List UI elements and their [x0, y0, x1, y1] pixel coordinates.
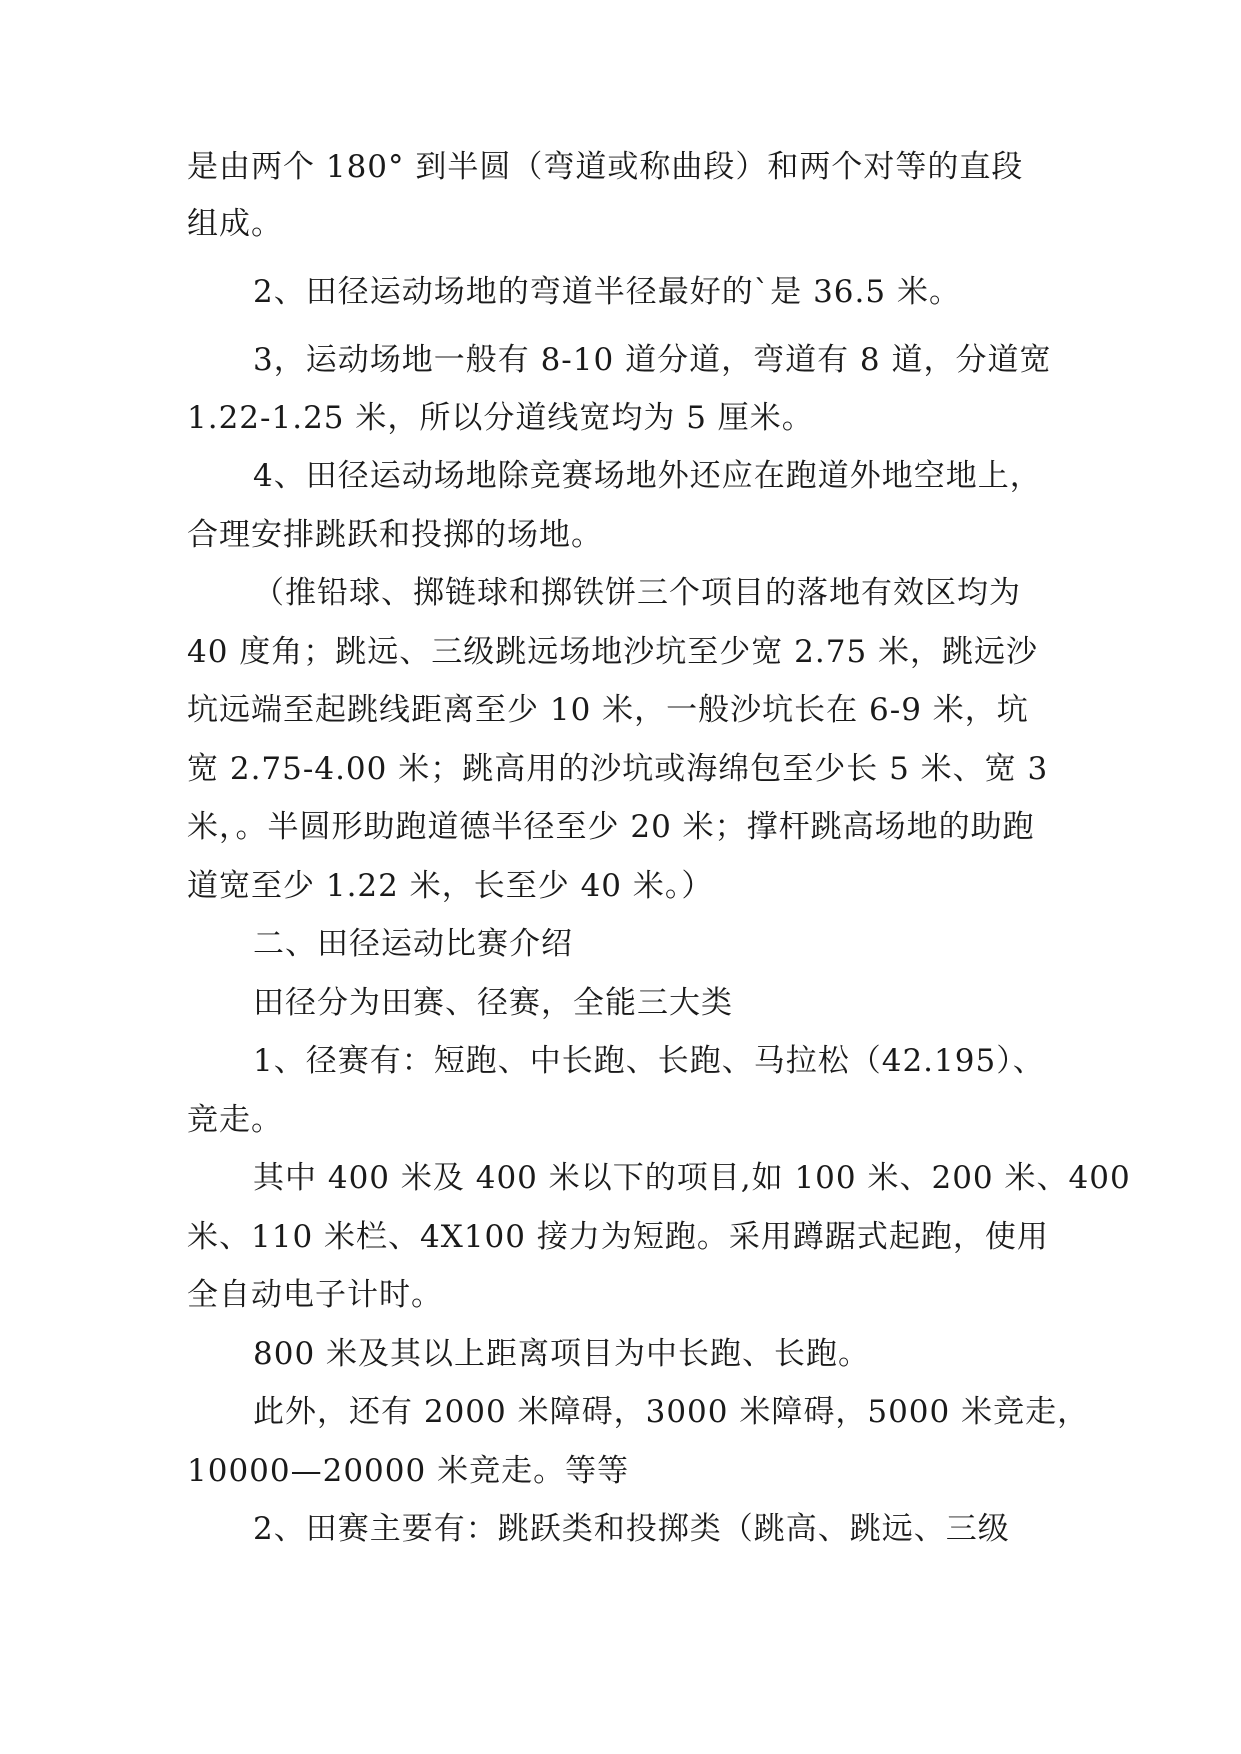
section-heading: 二、田径运动比赛介绍: [253, 926, 573, 962]
text-line-3: 2、田径运动场地的弯道半径最好的`是 36.5 米。: [253, 274, 961, 310]
text-line-17: 竞走。: [187, 1102, 283, 1138]
text-line-13: 道宽至少 1.22 米，长至少 40 米。）: [187, 868, 714, 904]
text-line-4: 3，运动场地一般有 8-10 道分道，弯道有 8 道，分道宽: [253, 342, 1052, 378]
text-line-21: 800 米及其以上距离项目为中长跑、长跑。: [253, 1336, 871, 1372]
text-line-24: 2、田赛主要有：跳跃类和投掷类（跳高、跳远、三级: [253, 1511, 1010, 1547]
text-line-2: 组成。: [187, 206, 283, 242]
text-line-9: 40 度角；跳远、三级跳远场地沙坑至少宽 2.75 米，跳远沙: [187, 634, 1039, 670]
text-line-12: 米，。半圆形助跑道德半径至少 20 米；撑杆跳高场地的助跑: [187, 809, 1035, 845]
text-line-20: 全自动电子计时。: [187, 1277, 443, 1313]
text-line-22: 此外，还有 2000 米障碍，3000 米障碍，5000 米竞走，: [253, 1394, 1090, 1430]
text-line-23: 10000—20000 米竞走。等等: [187, 1453, 630, 1489]
text-line-19: 米、110 米栏、4X100 接力为短跑。采用蹲踞式起跑，使用: [187, 1219, 1049, 1255]
text-line-10: 坑远端至起跳线距离至少 10 米，一般沙坑长在 6-9 米，坑: [187, 692, 1029, 728]
text-line-8: （推铅球、掷链球和掷铁饼三个项目的落地有效区均为: [253, 575, 1021, 611]
text-line-6: 4、田径运动场地除竞赛场地外还应在跑道外地空地上，: [253, 458, 1042, 494]
text-line-18: 其中 400 米及 400 米以下的项目,如 100 米、200 米、400: [253, 1160, 1131, 1196]
text-line-5: 1.22-1.25 米，所以分道线宽均为 5 厘米。: [187, 400, 814, 436]
text-line-15: 田径分为田赛、径赛，全能三大类: [253, 985, 733, 1021]
text-line-16: 1、径赛有：短跑、中长跑、长跑、马拉松（42.195）、: [253, 1043, 1045, 1079]
text-line-11: 宽 2.75-4.00 米；跳高用的沙坑或海绵包至少长 5 米、宽 3: [187, 751, 1049, 787]
text-line-1: 是由两个 180° 到半圆（弯道或称曲段）和两个对等的直段: [187, 149, 1024, 185]
text-line-7: 合理安排跳跃和投掷的场地。: [187, 517, 603, 553]
